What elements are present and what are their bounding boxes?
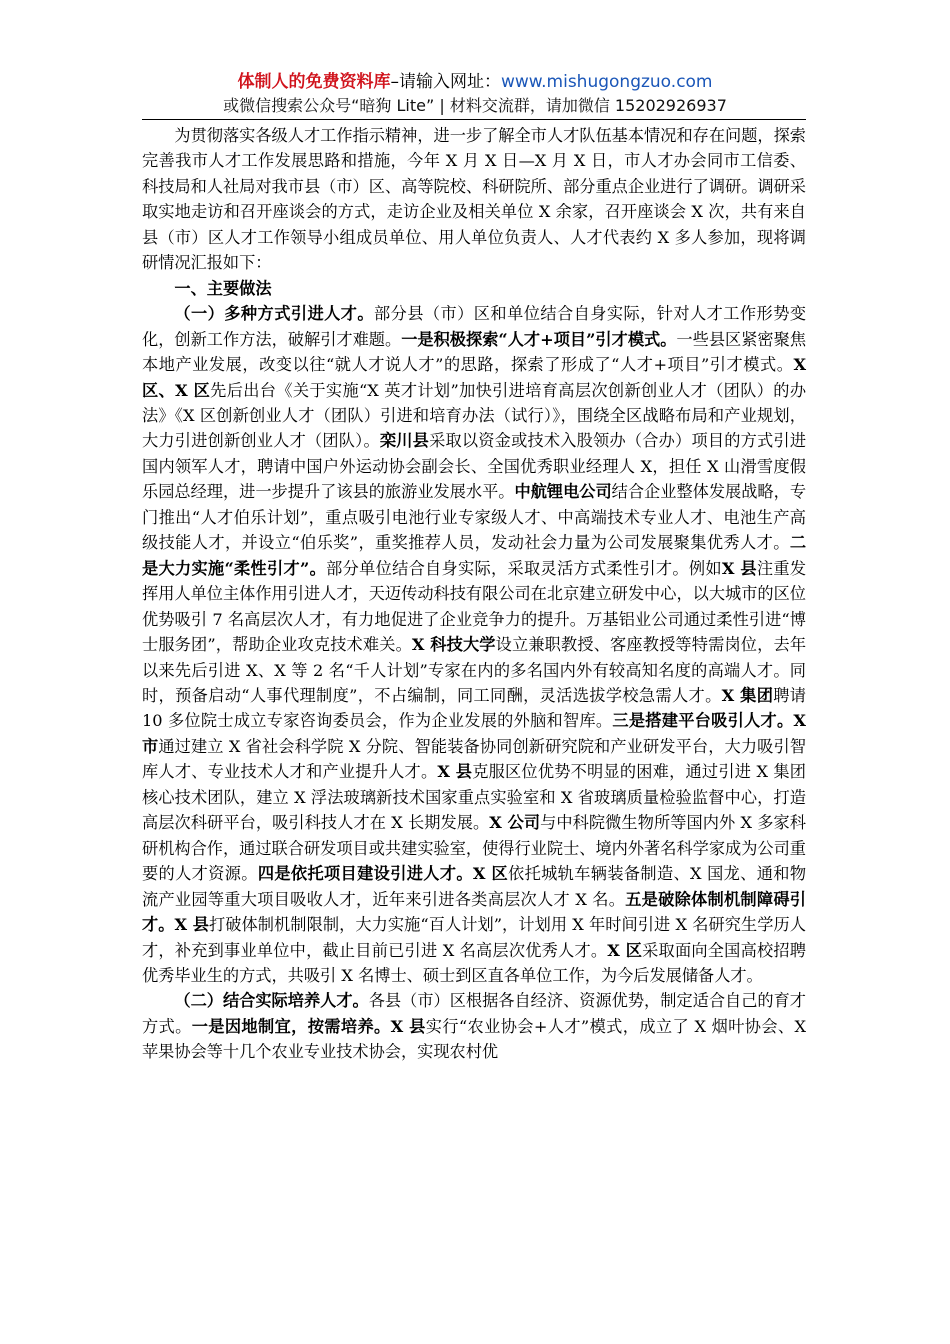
header-divider [142, 119, 806, 120]
header-line-1 [0, 70, 950, 94]
bold-run: （二）结合实际培养人才。 [174, 991, 369, 1011]
document-body [142, 123, 806, 1065]
text-run: 部分县（市）区和单位结合自身实际，针对人才工作形势变化，创新工作方法，破解引才难题。 [142, 304, 807, 349]
text-run: 采取面向全国高校招聘优秀毕业生的方式，共吸引 X 名博士、硕士到区直各单位工作，为今后发展储备人才。 [142, 940, 806, 985]
text-run: 打破体制机制限制，大力实施“百人计划”，计划用 X 年时间引进 X 名研究生学历人才，补充到事业单位中，截止目前已引进 X 名高层次优秀人才。 [142, 915, 806, 960]
bold-run: X 区、X 区 [142, 355, 806, 400]
text-run: 部分单位结合自身实际，采取灵活方式柔性引才。例如 [326, 558, 722, 578]
bold-run: 四是依托项目建设引进人才。X 区 [257, 864, 509, 884]
bold-run: 二是大力实施“柔性引才”。 [142, 533, 806, 578]
bold-run: 一是因地制宜，按需培养。X 县 [191, 1016, 426, 1036]
text-run: 注重发挥用人单位主体作用引进人才，天迈传动科技有限公司在北京建立研发中心，以大城市的区位优势吸引 7 名高层次人才，有力地促进了企业竞争力的提升。万基铝业公司通过柔性引进“博士服务团”，帮助企业攻克技术难关。 [142, 558, 807, 655]
bold-run: 三是搭建平台吸引人才。X 市 [142, 711, 806, 756]
text-run: 结合企业整体发展战略，专门推出“人才伯乐计划”，重点吸引电池行业专家级人才、中高端技术专业人才、电池生产高级技能人才，并设立“伯乐奖”，重奖推荐人员，发动社会力量为公司发展聚集优秀人才。 [142, 482, 807, 553]
text-run: 依托城轨车辆装备制造、X 国龙、通和物流产业园等重大项目吸收人才，近年来引进各类高层次人才 X 名。 [142, 864, 807, 909]
text-run: 一些县区紧密聚焦本地产业发展，改变以往“就人才说人才”的思路，探索了形成了“人才+项目”引才模式。 [142, 329, 807, 375]
bold-run: 栾川县 [379, 431, 430, 451]
paragraph-talent-cultivation [142, 988, 806, 1064]
bold-run: X 县 [721, 558, 757, 578]
header-prompt: –请输入网址： [390, 72, 501, 92]
bold-run: 五是破除体制机制障碍引才。X 县 [142, 889, 806, 935]
text-run: 聘请 10 多位院士成立专家咨询委员会，作为企业发展的外脑和智库。 [142, 685, 806, 731]
section-heading-1: 一、主要做法 [174, 278, 272, 298]
intro-paragraph: 为贯彻落实各级人才工作指示精神，进一步了解全市人才队伍基本情况和存在问题，探索完善我市人才工作发展思路和措施，今年 X 月 X 日—X 月 X 日，市人才办会同市工信委、科技局和人社局对我市县（市）区、高等院校、科研院所、部分重点企业进行了调研。调研采取实地走访和召开座谈会的方式，走访企业及相关单位 X 余家，召开座谈会 X 次，共有来自县（市）区人才工作领导小组成员单位、用人单位负责人、人才代表约 X 多人参加，现将调研情况汇报如下： [142, 126, 806, 273]
text-run: 先后出台《关于实施“X 英才计划”加快引进培育高层次创新创业人才（团队）的办法》《X 区创新创业人才（团队）引进和培育办法（试行）》，围绕全区战略布局和产业规划，大力引进创新创业人才（团队）。 [142, 380, 807, 451]
paragraph-talent-introduction [142, 301, 806, 988]
bold-run: 中航锂电公司 [514, 482, 612, 502]
text-run: 克服区位优势不明显的困难，通过引进 X 集团核心技术团队，建立 X 浮法玻璃新技术国家重点实验室和 X 省玻璃质量检验监督中心，打造高层次科研平台，吸引科技人才在 X 长期发展。 [142, 762, 806, 833]
text-run: 各县（市）区根据各自经济、资源优势，制定适合自己的育才方式。 [142, 991, 806, 1036]
bold-run: X 县 [437, 762, 473, 782]
header-line-2: 或微信搜索公众号“暗狗 Lite” | 材料交流群，请加微信 15202926937 [223, 96, 727, 115]
bold-run: （一）多种方式引进人才。 [174, 304, 374, 324]
text-run: 实行“农业协会+人才”模式，成立了 X 烟叶协会、X 苹果协会等十几个农业专业技术协会，实现农村优 [142, 1016, 807, 1062]
bold-run: X 公司 [489, 813, 541, 833]
bold-run: 一是积极探索“人才+项目”引才模式。 [401, 329, 677, 349]
header-brand: 体制人的免费资料库 [237, 72, 391, 92]
header-url-link[interactable]: www.mishugongzuo.com [500, 72, 713, 92]
text-run: 通过建立 X 省社会科学院 X 分院、智能装备协同创新研究院和产业研发平台，大力吸引智库人才、专业技术人才和产业提升人才。 [142, 736, 806, 782]
bold-run: X 区 [607, 940, 643, 960]
text-run: 与中科院微生物所等国内外 X 多家科研机构合作，通过联合研发项目或共建实验室，使得行业院士、境内外著名科学家成为公司重要的人才资源。 [142, 813, 806, 884]
text-run: 设立兼职教授、客座教授等特需岗位，去年以来先后引进 X、X 等 2 名“千人计划”专家在内的多名国内外有较高知名度的高端人才。同时，预备启动“人事代理制度”，不占编制，同工同酬，灵活选拔学校急需人才。 [142, 635, 807, 705]
text-run: 采取以资金或技术入股领办（合办）项目的方式引进国内领军人才，聘请中国户外运动协会副会长、全国优秀职业经理人 X，担任 X 山滑雪度假乐园总经理，进一步提升了该县的旅游业发展水平。 [142, 431, 807, 502]
bold-run: X 集团 [721, 685, 774, 705]
bold-run: X 科技大学 [411, 635, 496, 655]
